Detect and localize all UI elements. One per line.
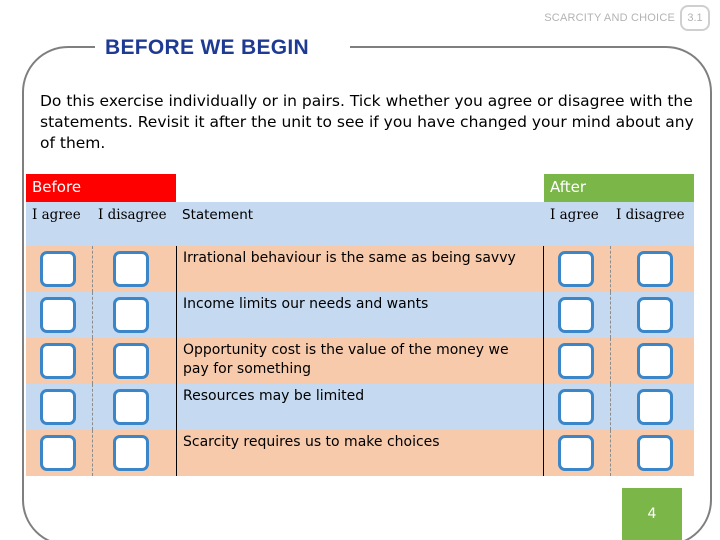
header-spacer: [176, 174, 544, 202]
agree-before-checkbox[interactable]: [40, 343, 76, 379]
disagree-after-checkbox[interactable]: [637, 435, 673, 471]
agree-after-checkbox[interactable]: [558, 251, 594, 287]
column-header-agree-before: I agree: [26, 202, 92, 246]
table-row: [26, 430, 694, 476]
header-strip: [0, 0, 720, 40]
chapter-number-badge: 3.1: [680, 5, 710, 31]
section-title: BEFORE WE BEGIN: [105, 36, 310, 59]
column-header-statement: Statement: [176, 202, 544, 246]
disagree-before-checkbox[interactable]: [113, 389, 149, 425]
table-row: [26, 292, 694, 338]
disagree-before-checkbox[interactable]: [113, 435, 149, 471]
chapter-label: SCARCITY AND CHOICE: [544, 12, 675, 24]
disagree-after-checkbox[interactable]: [637, 251, 673, 287]
disagree-before-checkbox[interactable]: [113, 251, 149, 287]
before-header: Before: [26, 174, 176, 202]
page-number: 4: [622, 488, 682, 540]
agree-after-checkbox[interactable]: [558, 435, 594, 471]
column-header-agree-after: I agree: [544, 202, 610, 246]
agree-after-checkbox[interactable]: [558, 297, 594, 333]
disagree-after-checkbox[interactable]: [637, 297, 673, 333]
column-header-disagree-before: I disagree: [92, 202, 176, 246]
agree-disagree-table: [26, 174, 694, 474]
agree-before-checkbox[interactable]: [40, 389, 76, 425]
intro-text: Do this exercise individually or in pairs. Tick whether you agree or disagree with the statements. Revisit it after the unit to see if you have changed your mind about any of them.: [40, 92, 694, 152]
agree-before-checkbox[interactable]: [40, 297, 76, 333]
table-row: [26, 384, 694, 430]
statement-text: Income limits our needs and wants: [176, 292, 544, 338]
disagree-before-checkbox[interactable]: [113, 343, 149, 379]
agree-after-checkbox[interactable]: [558, 389, 594, 425]
table-row: [26, 338, 694, 384]
disagree-after-checkbox[interactable]: [637, 343, 673, 379]
agree-after-checkbox[interactable]: [558, 343, 594, 379]
column-header-disagree-after: I disagree: [610, 202, 694, 246]
table-row: [26, 246, 694, 292]
disagree-after-checkbox[interactable]: [637, 389, 673, 425]
disagree-before-checkbox[interactable]: [113, 297, 149, 333]
statement-text: Resources may be limited: [176, 384, 544, 430]
statement-text: Opportunity cost is the value of the money we pay for something: [176, 338, 544, 384]
after-header: After: [544, 174, 694, 202]
agree-before-checkbox[interactable]: [40, 251, 76, 287]
statement-text: Scarcity requires us to make choices: [176, 430, 544, 476]
statement-text: Irrational behaviour is the same as being savvy: [176, 246, 544, 292]
agree-before-checkbox[interactable]: [40, 435, 76, 471]
